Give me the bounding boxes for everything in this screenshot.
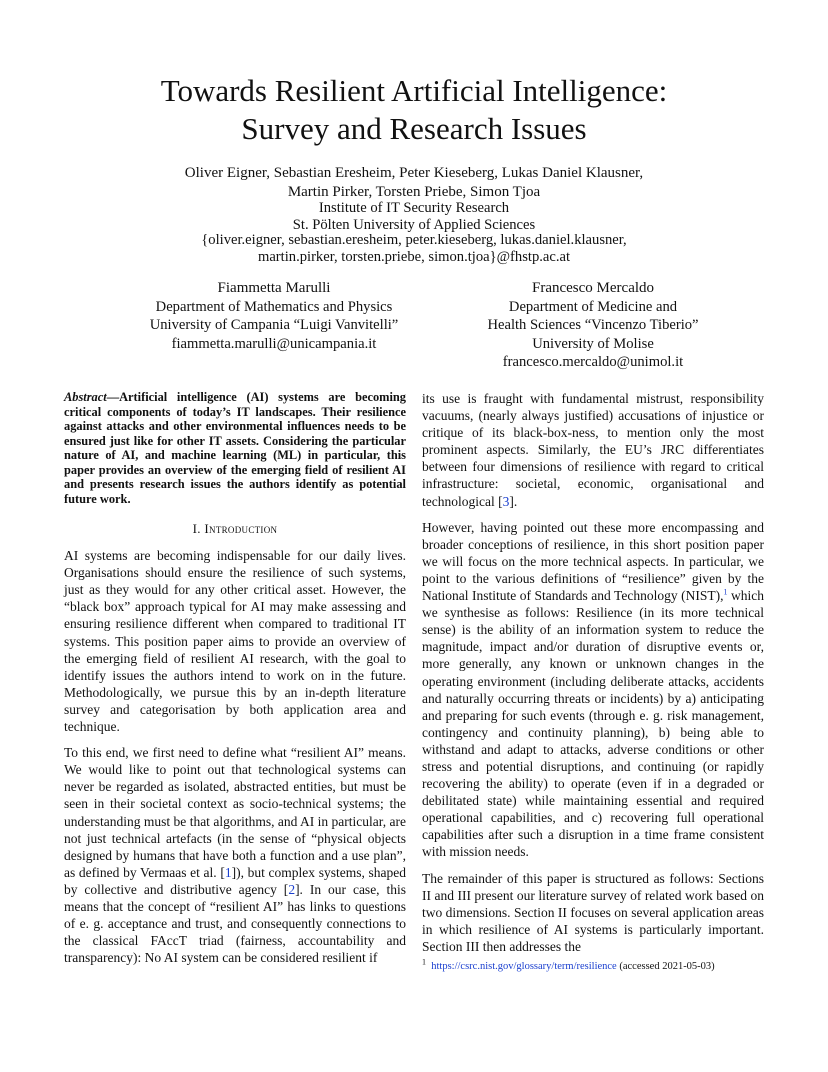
right-paragraph-3: The remainder of this paper is structured as follows: Sections II and III present our literature survey of related work based on two dimensions. Section II focuses on several application areas in which resilience of AI systems is particularly important. Section III then addresses the xyxy=(422,870,764,954)
citation-link-2[interactable]: 2 xyxy=(288,881,296,897)
footnote-url-link[interactable]: https://csrc.nist.gov/glossary/term/resilience xyxy=(431,961,617,972)
left-author-name: Fiammetta Marulli xyxy=(217,280,331,296)
intro-p2-part-b: ]), but complex systems, shaped by collective and distributive agency [ xyxy=(64,864,406,897)
authors-line-2: Martin Pirker, Torsten Priebe, Simon Tjoa xyxy=(287,183,541,200)
abstract-text: —Artificial intelligence (AI) systems are becoming critical components of today’s IT landscapes. Their resilience against attacks and other environmental influences needs to be ensured just like for other IT assets. Considering the particular nature of AI, and machine learning (ML) in particular, this paper provides an overview of the emerging field of resilient AI and presents research issues the authors identify as potential future work. xyxy=(64,390,406,506)
footnote-marker-link[interactable]: 1 xyxy=(723,587,728,597)
right-author-dept-1: Department of Medicine and xyxy=(508,298,678,315)
right-paragraph-2 xyxy=(422,519,764,861)
paper-title xyxy=(0,72,828,148)
citation-link-1[interactable]: 1 xyxy=(224,864,232,880)
right-column xyxy=(422,390,764,964)
emails-line-1: {oliver.eigner, sebastian.eresheim, peter.kieseberg, lukas.daniel.klausner, xyxy=(201,232,627,248)
right-p2-part-b: which we synthesise as follows: Resilience (in its more technical sense) is the ability of an information system to reduce the magnitude, impact and/or duration of disruptive events or, more generally, any known or unknown changes in the operating environment (including deliberate attacks, accidents and naturally occurring threats or incidents) by a) anticipating and preparing for such events (through e. g. risk management, contingency and continuity planning), b) being able to withstand and adapt to attacks, adverse conditions or other stress and potential disruptions, and continuing (or rapidly recovering the ability) to operate (even if in a degraded or debilitated state) while maintaining essential and required operational capabilities, and c) recovering full operational capabilities after such a disruption in a time frame consistent with mission needs. xyxy=(422,588,764,860)
right-author-univ: University of Molise xyxy=(532,335,654,352)
author-emails xyxy=(0,232,828,267)
intro-paragraph-2 xyxy=(64,744,406,966)
title-line-2: Survey and Research Issues xyxy=(241,111,587,146)
right-p2-part-a: However, having pointed out these more encompassing and broader conceptions of resilience, in this short position paper we will focus on the more technical aspects. In particular, we point to the various definitions of “resilience” given by the National Institute of Standards and Technology (NIST), xyxy=(422,519,764,604)
section-title: Introduction xyxy=(204,521,278,536)
emails-line-2: martin.pirker, torsten.priebe, simon.tjoa}@fhstp.ac.at xyxy=(257,249,571,266)
left-author-univ: University of Campania “Luigi Vanvitelli” xyxy=(149,317,399,333)
right-p1-part-a: its use is fraught with fundamental mistrust, responsibility vacuums, (nearly always justified) accusations of injustice or critique of its black-box-ness, to mention only the most prominent aspects. Similarly, the EU’s JRC differentiates between four dimensions of resilience with regard to critical infrastructure: societal, economic, organisational and technological [ xyxy=(422,391,764,509)
intro-p2-part-c: ]. In our case, this means that the concept of “resilient AI” has links to questions of e. g. acceptance and trust, and consequently connections to the classical FAccT triad (fairness, accountability and transparency): No AI system can be considered resilient if xyxy=(64,881,406,966)
intro-p2-part-a: To this end, we first need to define what “resilient AI” means. We would like to point out that technological systems can never be regarded as isolated, abstracted entities, but must be seen in their societal context as socio-technical systems; the understanding must be that algorithms, and AI in particular, are not just technical artefacts (in the sense of “physical objects designed by humans that have both a function and a use plan”, as defined by Vermaas et al. [ xyxy=(64,745,406,880)
left-author-dept: Department of Mathematics and Physics xyxy=(155,298,393,315)
right-author-name: Francesco Mercaldo xyxy=(531,280,655,296)
author-list xyxy=(0,164,828,201)
right-author-dept-2: Health Sciences “Vincenzo Tiberio” xyxy=(487,317,699,333)
intro-paragraph-1: AI systems are becoming indispensable for our daily lives. Organisations should ensure the resilience of such systems, just as they would for any other critical asset. However, the “black box” approach typical for AI may make assessing and ensuring resilience different when compared to traditional IT systems. This position paper aims to provide an overview of the emerging field of resilient AI research, with the goal to identify issues the authors intend to work on in the future. Methodologically, we pursue this by an in-depth literature survey and categorisation by both application area and technique. xyxy=(64,548,406,735)
university-name: St. Pölten University of Applied Sciences xyxy=(292,217,536,234)
section-numeral: I. xyxy=(192,521,205,536)
affiliation-left xyxy=(110,279,438,353)
right-author-email: francesco.mercaldo@unimol.it xyxy=(502,354,684,370)
abstract xyxy=(64,390,406,506)
left-author-email: fiammetta.marulli@unicampania.it xyxy=(171,335,377,352)
footnote-accessed: (accessed 2021-05-03) xyxy=(616,961,715,972)
abstract-lead: Abstract xyxy=(64,390,107,404)
citation-link-3[interactable]: 3 xyxy=(502,493,510,509)
right-p1-part-b: ]. xyxy=(509,493,518,509)
title-line-1: Towards Resilient Artificial Intelligence: xyxy=(160,73,668,108)
left-column xyxy=(64,390,406,975)
footnote xyxy=(422,957,764,973)
authors-line-1: Oliver Eigner, Sebastian Eresheim, Peter Kieseberg, Lukas Daniel Klausner, xyxy=(184,165,644,181)
footnote-number: 1 xyxy=(422,957,426,967)
right-paragraph-1 xyxy=(422,390,764,510)
affiliation-main xyxy=(0,200,828,235)
institute-name: Institute of IT Security Research xyxy=(318,200,510,216)
section-heading-introduction xyxy=(64,520,406,537)
affiliation-right xyxy=(420,279,766,372)
